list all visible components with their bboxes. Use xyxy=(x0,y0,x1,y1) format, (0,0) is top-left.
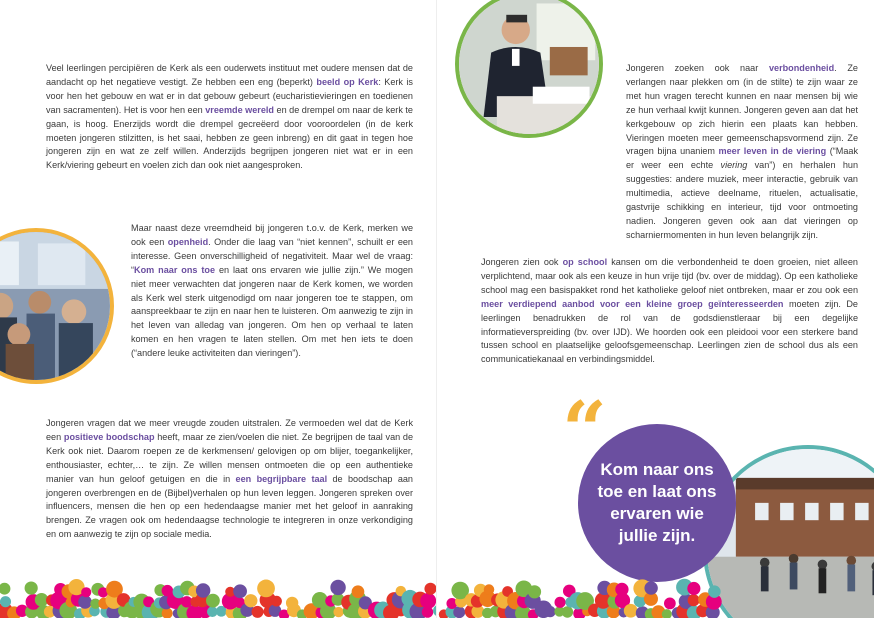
confetti-dot xyxy=(615,583,628,596)
confetti-dot xyxy=(420,593,436,609)
highlight-begrijpbare-taal: een begrijpbare taal xyxy=(235,473,328,484)
confetti-dot xyxy=(554,597,565,608)
confetti-dot xyxy=(173,586,186,599)
confetti-dot xyxy=(634,595,646,607)
speaker-photo xyxy=(455,0,603,138)
left-paragraph-2: Maar naast deze vreemdheid bij jongeren t.o.v. de Kerk, merken we ook een openheid. Onder die laag van “niet kennen”, schuilt er een interesse. Geen onverschilligheid of negativiteit. Maar wel de vraag: “Kom naar ons toe en laat ons ervaren wie jullie zijn.” We mogen niet meer verwachten dat jongeren naar de Kerk komen, we worden als Kerk wel sterk uitgenodigd om naar jongeren toe te stappen, om aanspreekbaar te zijn en naar hen te luisteren. Om aanwezig te zijn in het leven van alledag van jongeren. Om hen op verhaal te laten komen en hen vragen te laten stellen. Om met hen iets te doen (“andere leuke activiteiten dan vieringen”). xyxy=(131,223,413,359)
confetti-dot xyxy=(576,592,594,610)
confetti-dot xyxy=(347,603,364,618)
students-classroom-image xyxy=(0,232,110,380)
confetti-dot xyxy=(607,605,620,618)
confetti-dot xyxy=(25,605,38,618)
confetti-dot xyxy=(528,585,541,598)
confetti-dot xyxy=(484,584,495,595)
man-at-desk-image xyxy=(459,0,599,134)
quote-mark-icon: “ xyxy=(562,385,607,476)
confetti-dot xyxy=(439,609,449,618)
confetti-dot xyxy=(396,586,407,597)
confetti-dot xyxy=(636,606,649,618)
confetti-dot xyxy=(98,587,108,597)
confetti-dot xyxy=(676,579,693,596)
confetti-dot xyxy=(234,597,245,608)
confetti-dot xyxy=(316,606,328,618)
confetti-dot xyxy=(78,595,92,609)
confetti-dot xyxy=(71,592,86,607)
confetti-dot xyxy=(325,595,336,606)
confetti-dot xyxy=(74,608,86,618)
students-photo xyxy=(0,228,114,384)
confetti-dot xyxy=(687,606,702,618)
confetti-dot xyxy=(91,583,104,596)
confetti-dot xyxy=(343,604,357,618)
confetti-dot xyxy=(582,606,592,616)
confetti-dot xyxy=(180,581,195,596)
confetti-dot xyxy=(257,580,275,598)
confetti-dot xyxy=(159,595,173,609)
confetti-dot xyxy=(244,594,257,607)
confetti-dot xyxy=(401,590,418,607)
confetti-dot xyxy=(106,605,120,618)
confetti-dot xyxy=(662,609,672,618)
confetti-dot xyxy=(216,606,227,617)
confetti-dot xyxy=(624,604,638,618)
highlight-openheid: openheid xyxy=(167,236,209,247)
confetti-dot xyxy=(50,592,68,610)
confetti-dot xyxy=(186,605,202,618)
confetti-dot xyxy=(528,609,539,618)
confetti-dot xyxy=(409,603,427,618)
confetti-dot xyxy=(507,592,525,610)
confetti-dot xyxy=(563,585,576,598)
confetti-dot xyxy=(465,604,479,618)
confetti-dot xyxy=(320,603,337,618)
confetti-dot xyxy=(89,606,100,617)
confetti-dot xyxy=(134,604,150,618)
confetti-dot xyxy=(195,593,209,607)
confetti-dot xyxy=(569,592,586,609)
confetti-dot xyxy=(100,605,112,617)
confetti-dot xyxy=(445,605,458,618)
right-paragraph-2: Jongeren zien ook op school kansen om die verbondenheid te doen groeien, niet alleen verplichtend, maar ook als een keuze in hun vrije tijd (bv. over de middag). Op een katholieke school mag een basispakket rond het katholieke geloof niet ontbreken, maar er zou ook een meer verdiepend aanbod voor een kleine groep geïnteresseerden moeten zijn. De leerlingen benadrukken de rol van de godsdienstleraar bij een degelijke informatieverspreiding (bv. over IJD). We hoorden ook een pleidooi voor een sterkere band tussen school en plaatselijke geloofsgemeenschap. Leerlingen zien de school dus als een communicatiekanaal en verbindingsmiddel. xyxy=(481,257,858,365)
confetti-dot xyxy=(679,594,694,609)
confetti-dot xyxy=(330,580,345,595)
confetti-dot xyxy=(143,596,154,607)
confetti-dot xyxy=(154,597,165,608)
confetti-dot xyxy=(672,607,684,618)
confetti-dot xyxy=(676,603,692,618)
confetti-dot xyxy=(105,592,122,609)
confetti-dot xyxy=(664,598,676,610)
confetti-dot xyxy=(554,606,564,616)
confetti-dot xyxy=(233,584,247,598)
confetti-dot xyxy=(150,600,167,617)
confetti-dot xyxy=(154,584,166,596)
confetti-dot xyxy=(106,581,123,598)
confetti-dot xyxy=(474,584,487,597)
confetti-dot xyxy=(479,590,495,606)
confetti-dot xyxy=(368,602,386,618)
confetti-dot xyxy=(644,592,658,606)
confetti-dot xyxy=(279,610,290,618)
confetti-dot xyxy=(332,593,345,606)
confetti-dot xyxy=(490,606,502,618)
confetti-dot xyxy=(395,605,406,616)
confetti-dot xyxy=(565,597,576,608)
confetti-dot xyxy=(7,606,21,618)
quote-text: Kom naar ons toe en laat ons ervaren wie jullie zijn. xyxy=(597,460,717,545)
left-paragraph-1: Veel leerlingen percipiëren de Kerk als een ouderwets instituut met oudere mensen dat de aandacht op het negatieve vestigt. Ze hebben een eng (beperkt) beeld op Kerk: Kerk is voor hen het gebouw en wat er in dat gebouw gebeurt (eucharistievieringen en toedienen van sacramenten). Het is voor hen een vreemde wereld en de drempel om naar de kerk te gaan, is hoog. Enerzijds wordt die drempel gecreëerd door vooroordelen (in de kerk moeten jongeren stilzitten, is het saai, hebben ze geen inbreng) en dit gaat in tegen hoe jongeren zijn en wat ze zelf willen. Anderzijds begrijpen jongeren niet wat er in een Kerk/viering gebeurt en voelen zich dan ook niet aangesproken. xyxy=(46,63,413,171)
confetti-dot xyxy=(0,603,13,618)
confetti-dot xyxy=(196,583,210,597)
confetti-dot xyxy=(386,592,402,608)
confetti-dot xyxy=(491,593,504,606)
confetti-dot xyxy=(495,591,512,608)
confetti-dot xyxy=(424,583,436,595)
confetti-dot xyxy=(341,595,356,610)
confetti-dot xyxy=(81,604,95,618)
highlight-meer-leven-in-de-viering: meer leven in de viering xyxy=(718,146,827,157)
confetti-dot xyxy=(167,592,184,609)
highlight-beeld-op-kerk: beeld op Kerk xyxy=(316,76,379,87)
confetti-dot xyxy=(497,603,513,618)
confetti-dot xyxy=(66,597,76,607)
confetti-dot xyxy=(562,606,573,617)
confetti-dot xyxy=(502,586,513,597)
confetti-dot xyxy=(525,593,541,609)
confetti-dot xyxy=(453,606,465,618)
confetti-dot xyxy=(0,596,11,607)
confetti-dot xyxy=(422,606,433,617)
left-paragraph-3: Jongeren vragen dat we meer vreugde zouden uitstralen. Ze vermoeden wel dat de Kerk een positieve boodschap heeft, maar ze zien/voelen die niet. Ze begrijpen de taal van de Kerk ook niet. Daarom roepen ze de kerkmensen/ gelovigen op om blijer, toegankelijker, enthousiaster, echter,… te zijn. Ze willen mensen ontmoeten die op een authentieke manier van hun geloof getuigen en die in een begrijpbare taal de boodschap aan jongeren overbrengen en de (Bijbel)verhalen op hun leven leggen. Jongeren spreken over influencers, mensen die hen op een hedendaagse manier met het geloof in aanraking brengen. Ze vragen ook om hedendaagse technologie te integreren in onze verkondiging en om aanwezig te zijn op sociale media. xyxy=(46,418,414,540)
confetti-dot xyxy=(173,608,183,618)
confetti-dot xyxy=(117,593,131,607)
confetti-dot xyxy=(573,607,586,618)
confetti-dot xyxy=(383,605,399,618)
confetti-dot xyxy=(465,593,478,606)
confetti-dot xyxy=(402,601,420,618)
confetti-dot xyxy=(206,594,220,608)
confetti-dot xyxy=(124,601,142,618)
confetti-dot xyxy=(633,579,651,597)
confetti-dot xyxy=(133,594,150,611)
confetti-dot xyxy=(286,597,298,609)
confetti-dot xyxy=(46,594,58,606)
confetti-dot xyxy=(392,591,410,609)
confetti-dot xyxy=(142,604,160,618)
confetti-dot xyxy=(68,579,84,595)
confetti-dot xyxy=(222,593,239,610)
school-building-image xyxy=(707,449,874,618)
confetti-dot xyxy=(129,597,139,607)
confetti-dot xyxy=(198,604,213,618)
confetti-dot xyxy=(607,594,621,608)
confetti-dot xyxy=(26,594,42,610)
confetti-dot xyxy=(545,606,556,617)
confetti-dot xyxy=(287,603,301,617)
confetti-dot xyxy=(162,608,173,618)
confetti-dot xyxy=(118,604,131,617)
confetti-dot xyxy=(36,605,51,618)
confetti-dot xyxy=(619,607,629,617)
confetti-dot xyxy=(240,603,254,617)
highlight-verbondenheid: verbondenheid xyxy=(768,63,835,73)
confetti-dot xyxy=(597,604,612,618)
confetti-dot xyxy=(651,605,665,618)
confetti-dot xyxy=(482,608,493,618)
confetti-dot xyxy=(644,581,657,594)
highlight-positieve-boodschap: positieve boodschap xyxy=(63,431,155,442)
highlight-kom-naar-ons-toe: Kom naar ons toe xyxy=(134,264,216,275)
confetti-dot xyxy=(233,606,248,618)
confetti-dot xyxy=(374,602,391,618)
confetti-dot xyxy=(263,606,274,617)
confetti-dot xyxy=(359,596,372,609)
highlight-verdiepend-aanbod: meer verdiepend aanbod voor een kleine groep geïnteresseerden xyxy=(481,298,784,309)
confetti-dot xyxy=(333,607,343,617)
confetti-dot xyxy=(687,582,700,595)
confetti-dot xyxy=(181,596,192,607)
confetti-dot xyxy=(535,601,553,618)
confetti-dot xyxy=(98,597,110,609)
confetti-dot xyxy=(471,605,484,618)
confetti-dot xyxy=(252,606,264,618)
confetti-dot xyxy=(0,583,10,595)
confetti-dot xyxy=(54,583,67,596)
confetti-dot xyxy=(177,603,195,618)
right-page xyxy=(437,0,874,618)
confetti-dot xyxy=(188,585,200,597)
confetti-dot xyxy=(446,598,457,609)
confetti-dot xyxy=(271,596,282,607)
confetti-dot xyxy=(16,605,28,617)
confetti-dot xyxy=(455,596,467,608)
confetti-dot xyxy=(53,602,69,618)
confetti-dot xyxy=(515,605,531,618)
confetti-dot xyxy=(349,590,366,607)
confetti-dot xyxy=(312,592,328,608)
confetti-dot xyxy=(645,608,657,618)
confetti-dot xyxy=(297,609,308,618)
confetti-dot xyxy=(607,582,622,597)
confetti-dot xyxy=(304,603,320,618)
confetti-dot xyxy=(162,585,174,597)
confetti-dot xyxy=(62,584,76,598)
confetti-dot xyxy=(207,606,218,617)
confetti-dot xyxy=(260,592,276,608)
confetti-dot xyxy=(352,585,365,598)
confetti-dot xyxy=(505,603,523,618)
highlight-op-school: op school xyxy=(562,257,608,267)
confetti-dot xyxy=(688,594,700,606)
confetti-dot xyxy=(471,595,484,608)
confetti-dot xyxy=(190,596,201,607)
highlight-vreemde-wereld: vreemde wereld xyxy=(205,104,274,115)
confetti-dot xyxy=(595,592,611,608)
confetti-dot xyxy=(412,592,428,608)
confetti-dot xyxy=(597,581,611,595)
confetti-dot xyxy=(451,582,469,600)
confetti-dot xyxy=(226,606,239,618)
confetti-dot xyxy=(588,604,601,617)
right-paragraph-1: Jongeren zoeken ook naar verbondenheid. Ze verlangen naar plekken om (in de stilte) te zijn waar ze met hun vragen terecht kunnen en naar mensen bij wie ze hun verhaal kwijt kunnen. Jongeren geven aan dat het kerkgebouw op zich hierin een plaats kan hebben. Vieringen moeten meer gemeenschapsvormend zijn. Ze vragen bijna unaniem meer leven in de viering (“Maak er weer een echte viering van”) en herhalen hun suggesties: andere muziek, meer interactie, gebruik van multimedia, actieve deelname, rituelen, actualisatie, gastvrije schikking en interieur, tijd voor ontmoeting nadien. Jongeren geven ook aan dat vieringen op scharniermomenten in hun leven belangrijk zijn. xyxy=(626,63,858,240)
confetti-dot xyxy=(25,581,38,594)
confetti-dot xyxy=(44,606,56,618)
confetti-dot xyxy=(515,580,532,597)
confetti-dot xyxy=(59,602,77,618)
confetti-dot xyxy=(81,587,91,597)
confetti-dot xyxy=(90,599,100,609)
confetti-dot xyxy=(269,604,282,617)
confetti-dot xyxy=(35,593,49,607)
confetti-dot xyxy=(517,594,531,608)
confetti-dot xyxy=(615,593,630,608)
confetti-dot xyxy=(358,604,372,618)
confetti-dot xyxy=(225,587,235,597)
